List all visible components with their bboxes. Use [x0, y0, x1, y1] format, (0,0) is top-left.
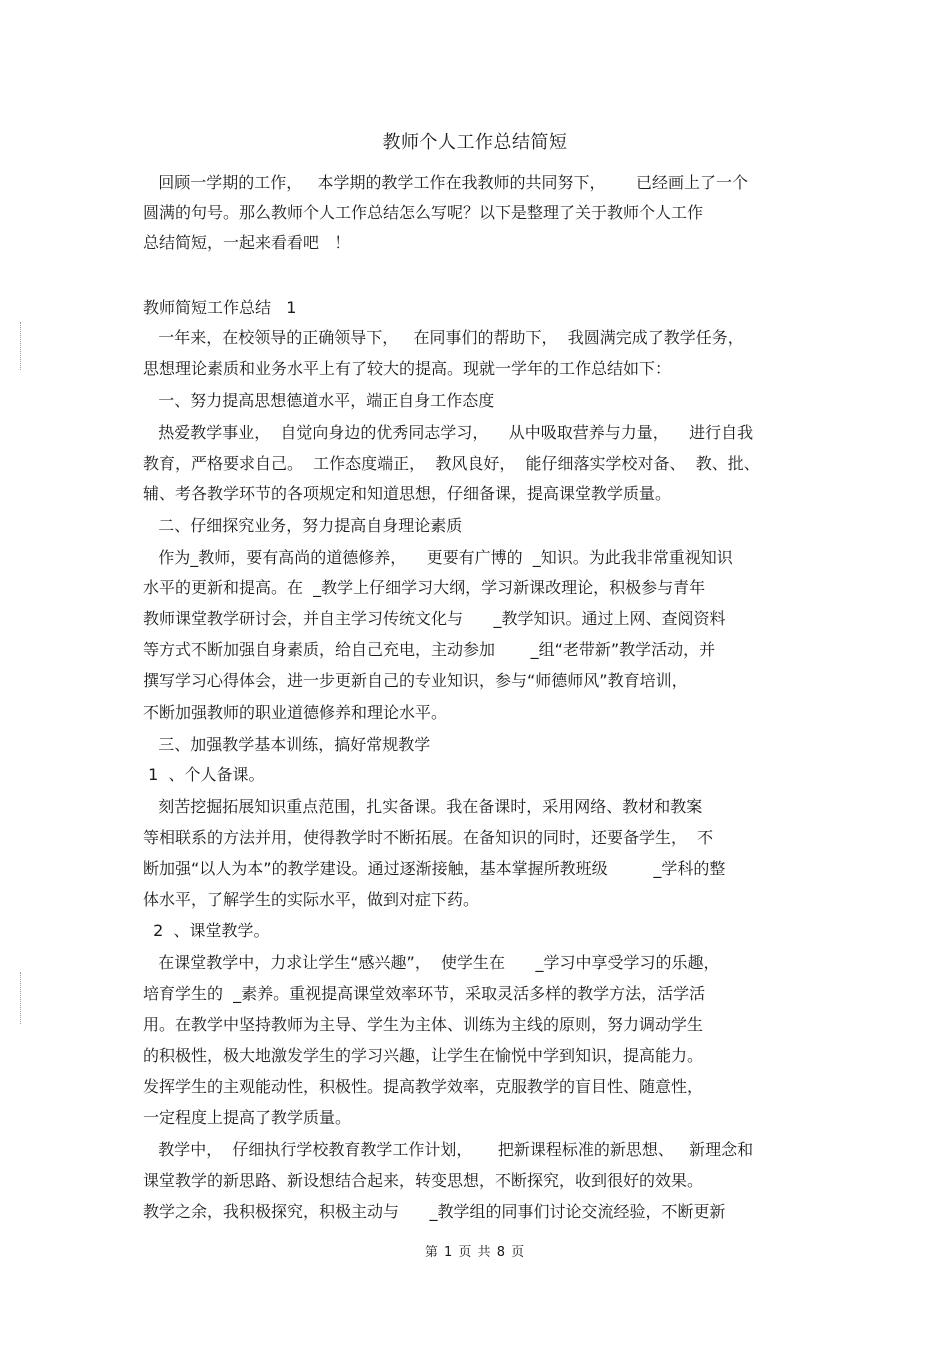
subheading: 二、仔细探究业务，努力提高自身理论素质	[143, 516, 463, 535]
text-line: 一定程度上提高了教学质量。	[143, 1108, 352, 1127]
page-title: 教师个人工作总结简短	[382, 132, 568, 153]
subheading: 1 、个人备课。	[143, 765, 265, 784]
text-line: 作为_教师，要有高尚的道德修养， 更要有广博的 _知识。为此我非常重视知识	[143, 548, 733, 567]
text-line: 回顾一学期的工作， 本学期的教学工作在我教师的共同努下， 已经画上了一个	[143, 173, 749, 192]
text-line: 总结简短，一起来看看吧 ！	[143, 233, 351, 252]
text-line: 在课堂教学中，力求让学生“感兴趣”， 使学生在 _学习中享受学习的乐趣，	[143, 953, 720, 972]
text-line: 教学之余，我积极探究，积极主动与 _教学组的同事们讨论交流经验，不断更新	[143, 1202, 726, 1221]
subheading: 一、努力提高思想德道水平，端正自身工作态度	[143, 391, 495, 410]
text-line: 思想理论素质和业务水平上有了较大的提高。现就一学年的工作总结如下：	[143, 359, 672, 378]
text-line: 发挥学生的主观能动性，积极性。提高教学效率，克服教学的盲目性、随意性，	[143, 1077, 704, 1096]
text-line: 教师课堂教学研讨会，并自主学习传统文化与 _教学知识。通过上网、查阅资料	[143, 609, 726, 628]
text-line: 的积极性，极大地激发学生的学习兴趣，让学生在愉悦中学到知识，提高能力。	[143, 1046, 704, 1065]
page-number-footer: 第 1 页 共 8 页	[424, 1245, 526, 1260]
text-line: 培育学生的 _素养。重视提高课堂效率环节，采取灵活多样的教学方法，活学活	[143, 984, 706, 1003]
text-line: 辅、考各教学环节的各项规定和知道思想，仔细备课，提高课堂教学质量。	[143, 484, 672, 503]
text-line: 刻苦挖掘拓展知识重点范围，扎实备课。我在备课时，采用网络、教材和教案	[143, 797, 703, 816]
subheading: 三、加强教学基本训练，搞好常规教学	[143, 735, 431, 754]
section-heading: 教师简短工作总结 1	[143, 298, 297, 317]
text-line: 用。在教学中坚持教师为主导、学生为主体、训练为主线的原则，努力调动学生	[143, 1015, 704, 1034]
text-line: 等相联系的方法并用，使得教学时不断拓展。在备知识的同时，还要备学生， 不	[143, 828, 714, 847]
text-line: 撰写学习心得体会，进一步更新自己的专业知识，参与“师德师风”教育培训，	[143, 671, 688, 690]
text-line: 教学中， 仔细执行学校教育教学工作计划， 把新课程标准的新思想、 新理念和	[143, 1140, 754, 1159]
text-line: 体水平，了解学生的实际水平，做到对症下药。	[143, 890, 480, 909]
text-line: 教育，严格要求自己。 工作态度端正， 教风良好， 能仔细落实学校对备、 教、批、	[143, 454, 760, 473]
text-line: 等方式不断加强自身素质，给自己充电，主动参加 _组“老带新”教学活动，并	[143, 640, 716, 659]
text-line: 不断加强教师的职业道德修养和理论水平。	[143, 703, 448, 722]
text-line: 热爱教学事业， 自觉向身边的优秀同志学习， 从中吸取营养与力量， 进行自我	[143, 423, 754, 442]
text-line: 圆满的句号。那么教师个人工作总结怎么写呢？以下是整理了关于教师个人工作	[143, 203, 704, 222]
binding-margin-mark	[20, 972, 23, 1024]
text-line: 水平的更新和提高。在 _教学上仔细学习大纲，学习新课改理论，积极参与青年	[143, 578, 706, 597]
text-line: 课堂教学的新思路、新设想结合起来，转变思想，不断探究，收到很好的效果。	[143, 1171, 704, 1190]
text-line: 一年来，在校领导的正确领导下， 在同事们的帮助下， 我圆满完成了教学任务，	[143, 328, 744, 347]
binding-margin-mark	[20, 322, 23, 370]
subheading: 2 、课堂教学。	[143, 921, 270, 940]
text-line: 断加强“以人为本”的教学建设。通过逐渐接触，基本掌握所教班级 _学科的整	[143, 859, 726, 878]
